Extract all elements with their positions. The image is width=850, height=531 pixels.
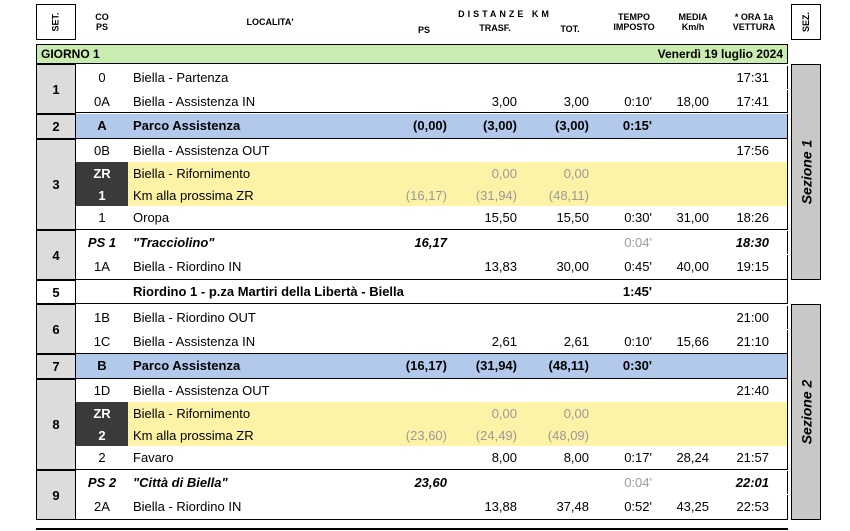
header-ora xyxy=(724,6,784,38)
table-row xyxy=(76,330,788,354)
header-media-1: MEDIA xyxy=(678,12,708,22)
localita: Biella - Rifornimento xyxy=(133,406,251,421)
table-row xyxy=(76,206,788,230)
header-trasf: TRASF. xyxy=(479,23,511,33)
sector-cell: 6 xyxy=(36,304,76,354)
ora: 19:15 xyxy=(736,259,769,274)
sector-cell: 9 xyxy=(36,470,76,520)
sector-cell: 1 xyxy=(36,64,76,114)
localita: Biella - Partenza xyxy=(133,70,229,85)
tempo: 1:45' xyxy=(622,284,652,299)
trasf: 13,88 xyxy=(484,499,517,514)
tempo: 0:10' xyxy=(624,94,652,109)
sector-cell: 4 xyxy=(36,230,76,280)
table-row xyxy=(76,306,788,329)
localita: Biella - Riordino OUT xyxy=(133,310,256,325)
ora: 21:40 xyxy=(736,383,769,398)
cp-code: 1D xyxy=(93,383,111,398)
localita: Km alla prossima ZR xyxy=(133,428,254,443)
localita: Biella - Assistenza OUT xyxy=(133,383,270,398)
trasf: 3,00 xyxy=(491,94,517,109)
ps-km: 16,17 xyxy=(414,235,447,250)
sector-cell: 7 xyxy=(36,354,76,379)
tot: (3,00) xyxy=(555,118,589,133)
day-strip xyxy=(36,44,788,64)
localita: Biella - Assistenza OUT xyxy=(133,143,270,158)
section-2-band xyxy=(791,304,821,520)
tempo: 0:15' xyxy=(622,118,652,133)
cp-code: 1C xyxy=(93,334,111,349)
ora: 22:01 xyxy=(735,475,769,490)
header-set xyxy=(36,4,76,40)
media: 31,00 xyxy=(676,210,709,225)
table-row xyxy=(76,184,788,206)
tempo: 0:17' xyxy=(624,450,652,465)
header-ora-1: * ORA 1a xyxy=(734,12,774,22)
tempo: 0:04' xyxy=(624,235,652,250)
ora: 17:31 xyxy=(736,70,769,85)
table-row xyxy=(76,280,788,304)
header-tot: TOT. xyxy=(560,24,580,34)
header-localita: LOCALITA' xyxy=(246,17,294,27)
tot: 2,61 xyxy=(563,334,589,349)
media: 40,00 xyxy=(676,259,709,274)
ora: 21:10 xyxy=(736,334,769,349)
tot: 3,00 xyxy=(563,94,589,109)
ora: 21:00 xyxy=(736,310,769,325)
trasf: (3,00) xyxy=(483,118,517,133)
localita: Oropa xyxy=(133,210,170,225)
table-row xyxy=(76,255,788,280)
header-ps: PS xyxy=(417,25,430,35)
tempo: 0:30' xyxy=(624,210,652,225)
localita: Riordino 1 - p.za Martiri della Libertà - Biella xyxy=(133,284,404,299)
trasf: (31,94) xyxy=(475,188,517,203)
header-tempo-1: TEMPO xyxy=(617,12,650,22)
localita: Parco Assistenza xyxy=(133,358,241,373)
table-row xyxy=(76,231,788,254)
table-row xyxy=(76,354,788,379)
localita: Biella - Rifornimento xyxy=(133,166,251,181)
localita: Parco Assistenza xyxy=(133,118,241,133)
cp-code: PS 2 xyxy=(87,475,117,490)
cp-code: PS 1 xyxy=(87,235,117,250)
tot: (48,11) xyxy=(548,188,589,203)
ora: 18:30 xyxy=(735,235,769,250)
header-distanze: DISTANZE KM xyxy=(458,9,552,19)
tot: 0,00 xyxy=(563,166,589,181)
trasf: (31,94) xyxy=(475,358,517,373)
cp-code: A xyxy=(97,118,107,133)
header-ps-short: PS xyxy=(95,22,108,32)
table-row xyxy=(76,90,788,113)
trasf: 0,00 xyxy=(491,166,517,181)
tot: 15,50 xyxy=(556,210,589,225)
zr-badge: ZR xyxy=(76,402,128,425)
tempo: 0:04' xyxy=(624,475,652,490)
tot: (48,11) xyxy=(548,358,589,373)
localita: Biella - Assistenza IN xyxy=(133,334,256,349)
ora: 17:41 xyxy=(736,94,769,109)
ps-km: (16,17) xyxy=(405,188,447,203)
trasf: 13,83 xyxy=(484,259,517,274)
header-cops xyxy=(80,6,124,38)
trasf: 0,00 xyxy=(491,406,517,421)
cp-code: 2A xyxy=(94,499,110,514)
header-media xyxy=(668,6,718,38)
zr-badge: 2 xyxy=(76,424,128,447)
cp-code: B xyxy=(97,358,107,373)
tot: 37,48 xyxy=(556,499,589,514)
tempo: 0:10' xyxy=(624,334,652,349)
sector-cell: 2 xyxy=(36,114,76,139)
cp-code: 1B xyxy=(94,310,110,325)
trasf: 15,50 xyxy=(484,210,517,225)
ora: 17:56 xyxy=(736,143,769,158)
header-sez xyxy=(791,4,821,40)
ps-km: (16,17) xyxy=(405,358,447,373)
tot: 8,00 xyxy=(563,450,589,465)
ora: 22:53 xyxy=(736,499,769,514)
header-tempo xyxy=(606,6,662,38)
media: 43,25 xyxy=(676,499,709,514)
tempo: 0:52' xyxy=(624,499,652,514)
tot: (48,09) xyxy=(547,428,589,443)
section-2-label: Sezione 2 xyxy=(798,379,814,445)
section-1-label: Sezione 1 xyxy=(798,139,814,205)
localita: Biella - Riordino IN xyxy=(133,259,242,274)
sector-cell: 8 xyxy=(36,379,76,470)
localita: Biella - Assistenza IN xyxy=(133,94,256,109)
table-row xyxy=(76,402,788,424)
ps-km: 23,60 xyxy=(414,475,447,490)
localita: "Tracciolino" xyxy=(133,235,215,250)
header-tempo-2: IMPOSTO xyxy=(613,22,655,32)
trasf: 8,00 xyxy=(491,450,517,465)
table-row xyxy=(76,471,788,494)
zr-badge: ZR xyxy=(76,162,128,185)
table-row xyxy=(76,446,788,470)
table-row xyxy=(76,162,788,184)
table-row xyxy=(76,424,788,446)
cp-code: 0A xyxy=(94,94,110,109)
cp-code: 2 xyxy=(98,450,106,465)
tempo: 0:30' xyxy=(622,358,652,373)
localita: "Città di Biella" xyxy=(133,475,228,490)
table-row xyxy=(76,495,788,520)
trasf: (24,49) xyxy=(475,428,517,443)
sector-cell: 5 xyxy=(36,280,76,304)
trasf: 2,61 xyxy=(491,334,517,349)
day-label: GIORNO 1 xyxy=(41,47,100,61)
tot: 30,00 xyxy=(556,259,589,274)
sector-cell: 3 xyxy=(36,139,76,230)
header-ora-2: VETTURA xyxy=(732,22,776,32)
cp-code: 1A xyxy=(94,259,110,274)
ora: 21:57 xyxy=(736,450,769,465)
localita: Biella - Riordino IN xyxy=(133,499,242,514)
ps-km: (0,00) xyxy=(413,118,447,133)
table-row xyxy=(76,66,788,89)
media: 18,00 xyxy=(676,94,709,109)
tempo: 0:45' xyxy=(624,259,652,274)
day-date: Venerdì 19 luglio 2024 xyxy=(657,47,783,61)
table-row xyxy=(76,379,788,402)
ps-km: (23,60) xyxy=(405,428,447,443)
bottom-rule xyxy=(36,528,788,530)
table-row xyxy=(76,114,788,139)
header-sez-label: SEZ. xyxy=(800,11,811,33)
media: 28,24 xyxy=(676,450,709,465)
table-row xyxy=(76,139,788,162)
media: 15,66 xyxy=(676,334,709,349)
zr-badge: 1 xyxy=(76,184,128,207)
header-co: CO xyxy=(95,12,109,22)
cp-code: 0 xyxy=(98,70,106,85)
ora: 18:26 xyxy=(736,210,769,225)
tot: 0,00 xyxy=(563,406,589,421)
localita: Km alla prossima ZR xyxy=(133,188,254,203)
localita: Favaro xyxy=(133,450,174,465)
cp-code: 1 xyxy=(98,210,106,225)
section-1-band xyxy=(791,64,821,280)
header-set-label: SET. xyxy=(50,12,61,32)
cp-code: 0B xyxy=(94,143,110,158)
header-media-2: Km/h xyxy=(681,22,705,32)
